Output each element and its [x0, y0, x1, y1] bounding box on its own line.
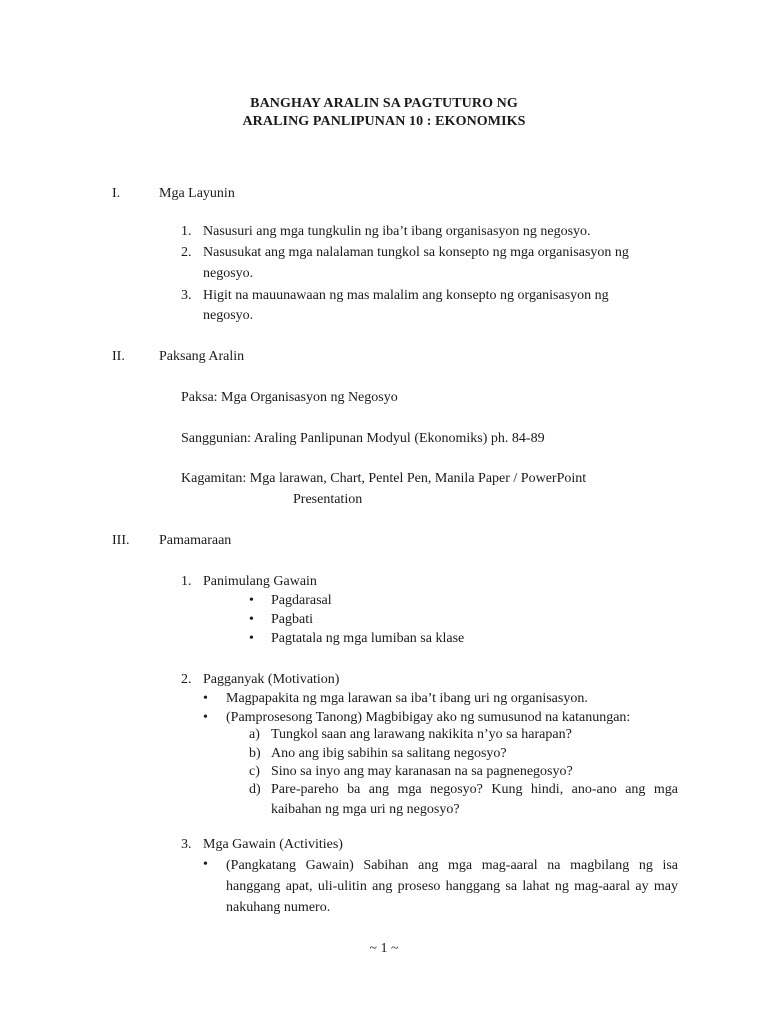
- bullet-icon: •: [203, 710, 208, 725]
- question-b-text: Ano ang ibig sabihin sa salitang negosyo?: [271, 746, 507, 761]
- objective-1-number: 1.: [181, 224, 192, 239]
- objective-3-text-cont: negosyo.: [203, 308, 254, 323]
- section-3-heading: Pamamaraan: [159, 533, 232, 548]
- step-3-number: 3.: [181, 837, 192, 852]
- question-a-letter: a): [249, 727, 260, 742]
- objective-2-text: Nasusukat ang mga nalalaman tungkol sa konsepto ng mga organisasyon ng: [203, 245, 629, 260]
- step-2-number: 2.: [181, 672, 192, 687]
- step-2-bullet-1: Magpapakita ng mga larawan sa iba’t ibang uri ng organisasyon.: [226, 691, 588, 706]
- objective-3-text: Higit na mauunawaan ng mas malalim ang konsepto ng organisasyon ng: [203, 288, 609, 303]
- step-3-bullet-1: (Pangkatang Gawain) Sabihan ang mga mag-aaral na magbilang ng isa hanggang apat, uli-ulitin ang proseso hanggang sa lahat ng mag-aaral ay may nakuhang numero.: [226, 858, 678, 915]
- question-b-letter: b): [249, 746, 261, 761]
- paksa-line: Paksa: Mga Organisasyon ng Negosyo: [181, 390, 398, 405]
- step-1-bullet-1: Pagdarasal: [271, 593, 332, 608]
- step-3-label: Mga Gawain (Activities): [203, 837, 343, 852]
- kagamitan-line-cont: Presentation: [293, 492, 363, 507]
- question-c-letter: c): [249, 764, 260, 779]
- bullet-icon: •: [249, 631, 254, 646]
- kagamitan-line: Kagamitan: Mga larawan, Chart, Pentel Pen, Manila Paper / PowerPoint: [181, 471, 587, 486]
- section-1-numeral: I.: [112, 186, 121, 201]
- step-2-bullet-2: (Pamprosesong Tanong) Magbibigay ako ng sumusunod na katanungan:: [226, 710, 631, 725]
- document-title-line2: ARALING PANLIPUNAN 10 : EKONOMIKS: [242, 114, 526, 129]
- section-3-numeral: III.: [112, 533, 130, 548]
- document-title-line1: BANGHAY ARALIN SA PAGTUTURO NG: [250, 96, 518, 111]
- bullet-icon: •: [249, 612, 254, 627]
- step-1-bullet-3: Pagtatala ng mga lumiban sa klase: [271, 631, 465, 646]
- objective-2-text-cont: negosyo.: [203, 266, 254, 281]
- section-2-numeral: II.: [112, 349, 125, 364]
- page-number: ~ 1 ~: [369, 941, 399, 956]
- step-1-bullet-2: Pagbati: [271, 612, 313, 627]
- bullet-icon: •: [203, 691, 208, 706]
- question-d-letter: d): [249, 782, 261, 797]
- section-2-heading: Paksang Aralin: [159, 349, 245, 364]
- bullet-icon: •: [203, 857, 208, 872]
- objective-3-number: 3.: [181, 288, 192, 303]
- step-1-label: Panimulang Gawain: [203, 574, 317, 589]
- objective-2-number: 2.: [181, 245, 192, 260]
- section-1-heading: Mga Layunin: [159, 186, 235, 201]
- objective-1-text: Nasusuri ang mga tungkulin ng iba’t ibang organisasyon ng negosyo.: [203, 224, 591, 239]
- step-1-number: 1.: [181, 574, 192, 589]
- question-a-text: Tungkol saan ang larawang nakikita n’yo sa harapan?: [271, 727, 572, 742]
- bullet-icon: •: [249, 593, 254, 608]
- question-c-text: Sino sa inyo ang may karanasan na sa pagnenegosyo?: [271, 764, 573, 779]
- sanggunian-line: Sanggunian: Araling Panlipunan Modyul (Ekonomiks) ph. 84-89: [181, 431, 545, 446]
- question-d-text: Pare-pareho ba ang mga negosyo? Kung hindi, ano-ano ang mga kaibahan ng mga uri ng negosyo?: [271, 782, 678, 817]
- step-2-label: Pagganyak (Motivation): [203, 672, 340, 687]
